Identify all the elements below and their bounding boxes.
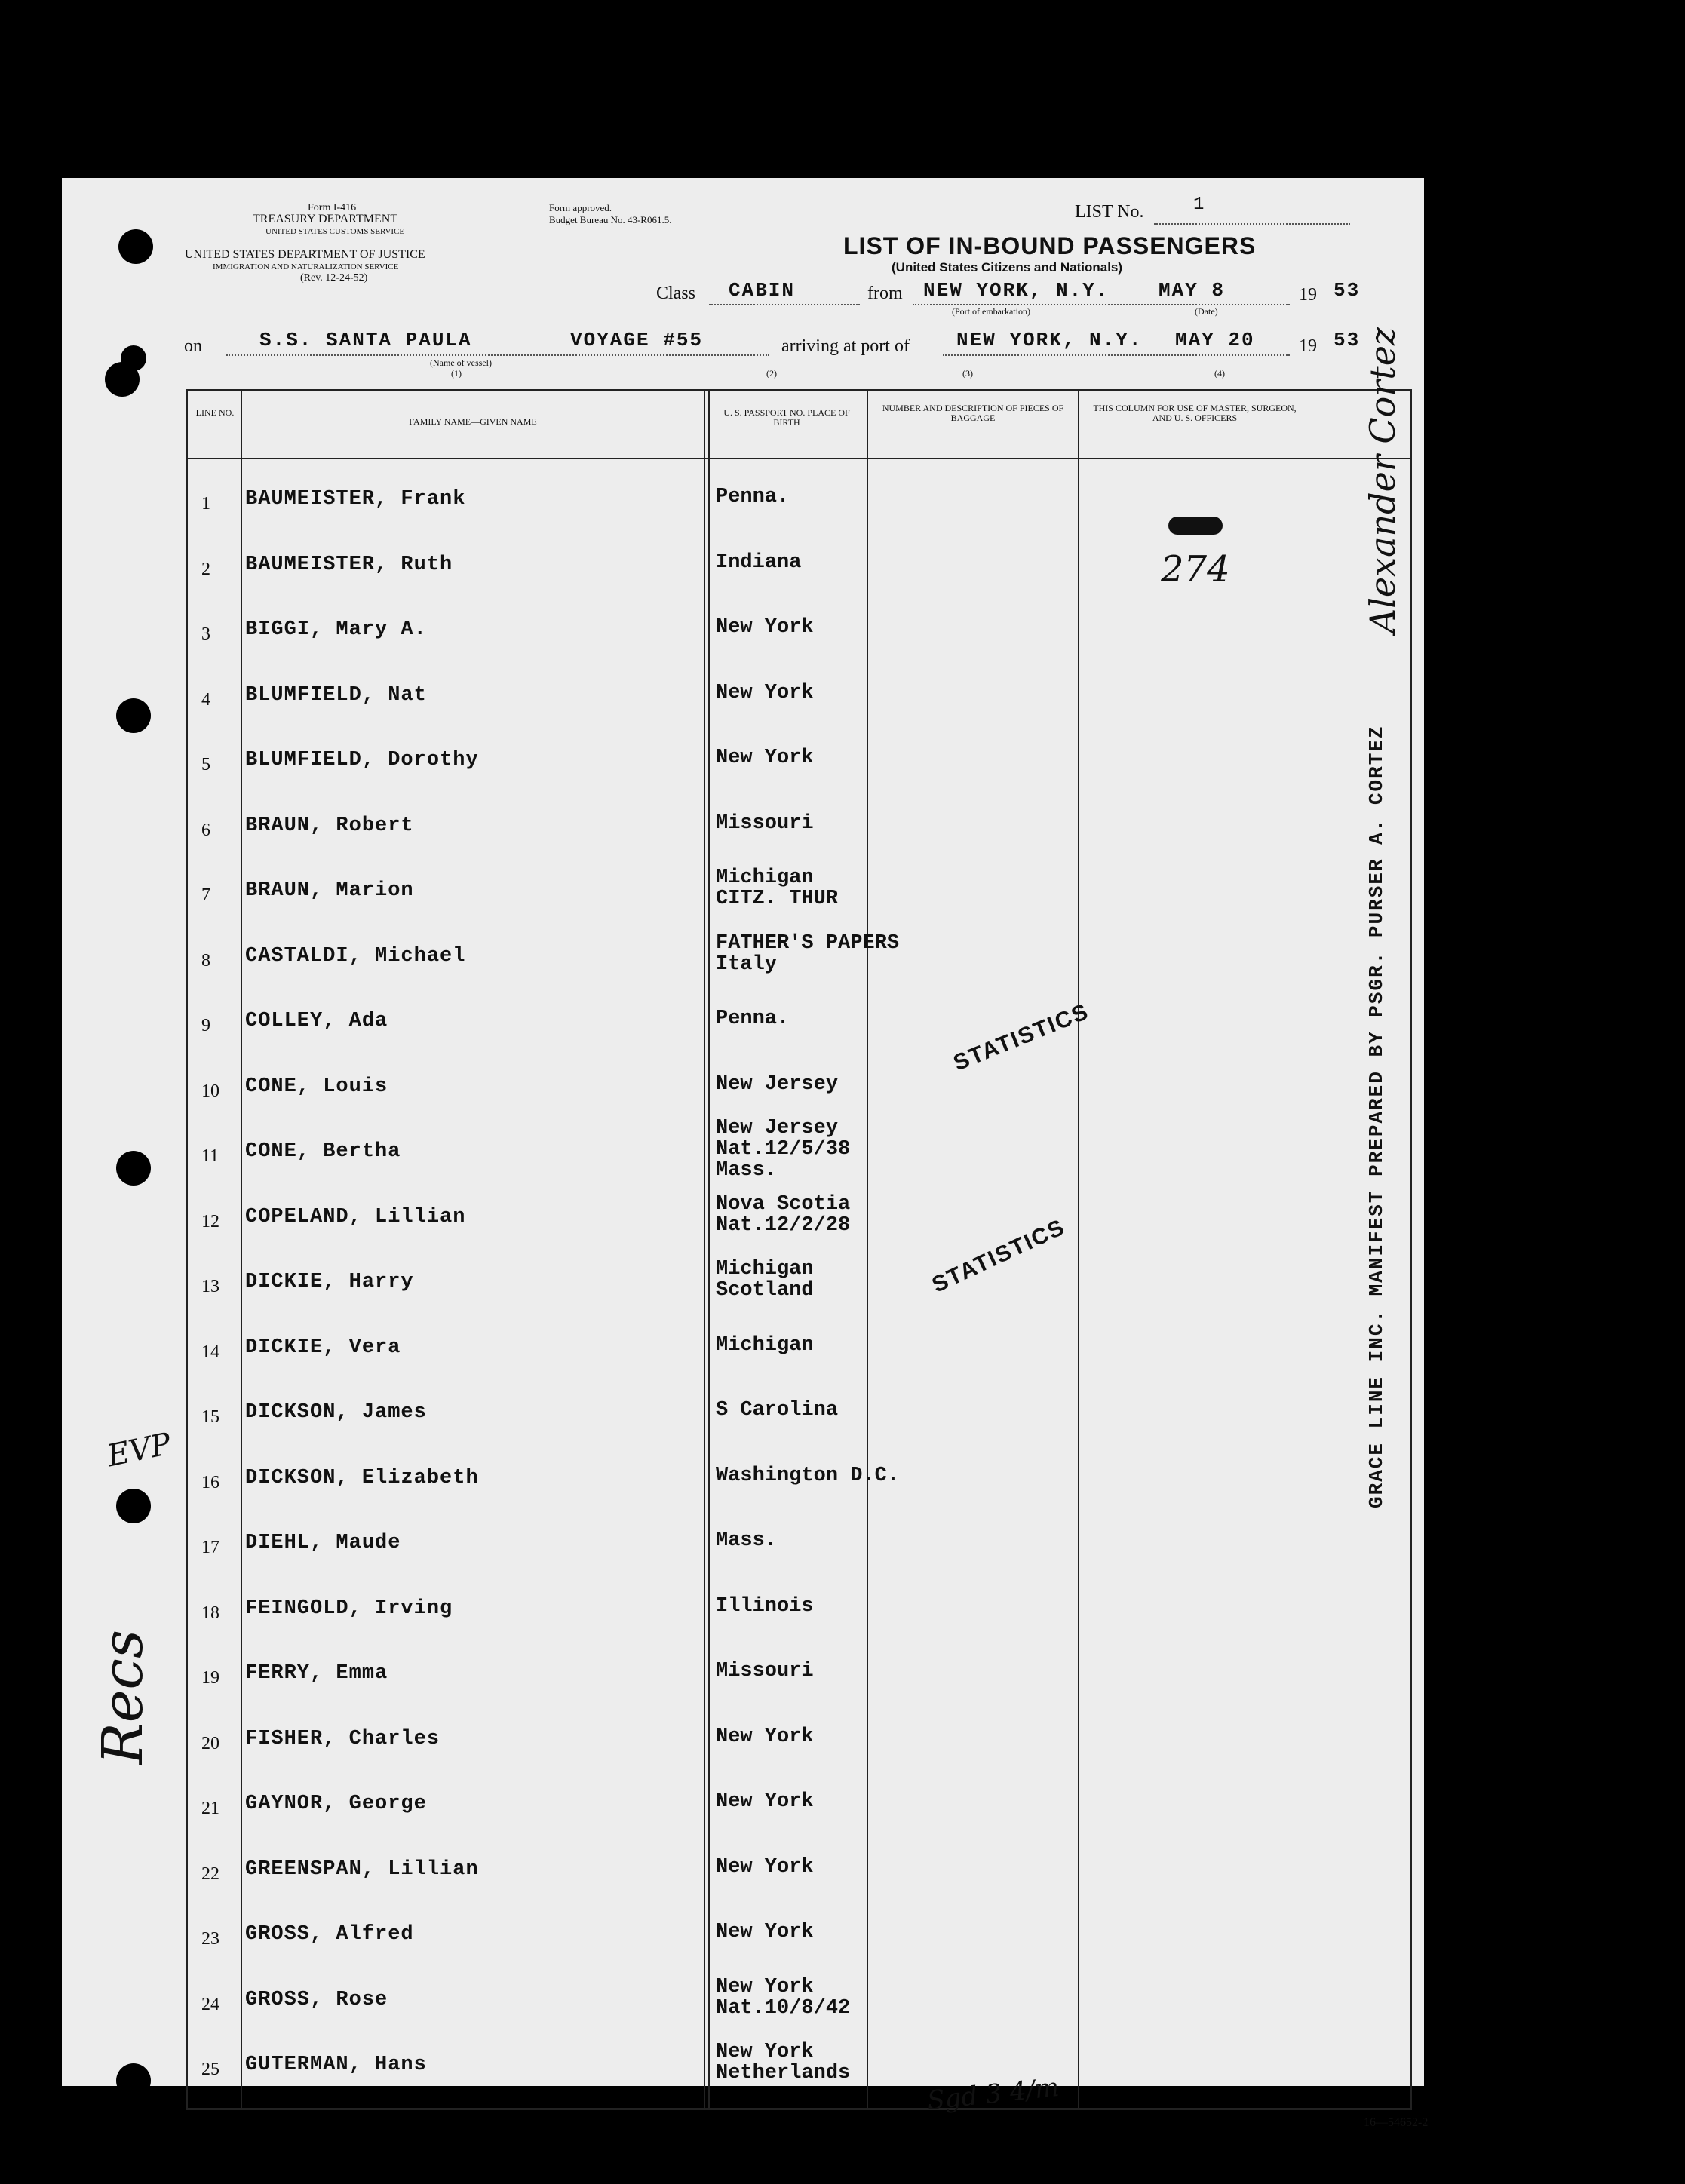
- place-of-birth: Washington D.C.: [716, 1464, 900, 1487]
- caption-3: (3): [962, 368, 973, 379]
- line-number: 12: [201, 1211, 219, 1232]
- margin-initial: EVP: [104, 1426, 174, 1474]
- place-of-birth: Nova Scotia Nat.12/2/28: [716, 1192, 851, 1237]
- passenger-name: DICKSON, Elizabeth: [245, 1466, 479, 1489]
- place-of-birth: New York: [716, 616, 814, 639]
- passenger-name: GROSS, Rose: [245, 1988, 388, 2011]
- passenger-name: GROSS, Alfred: [245, 1923, 414, 1946]
- header-name: FAMILY NAME—GIVEN NAME: [409, 416, 537, 427]
- table-row: [188, 1893, 1414, 1959]
- passenger-name: BIGGI, Mary A.: [245, 618, 427, 641]
- caption-4: (4): [1214, 368, 1225, 379]
- passenger-name: BRAUN, Robert: [245, 814, 414, 837]
- table-row: [188, 1632, 1414, 1698]
- arriving-label: arriving at port of: [781, 336, 910, 356]
- punch-hole: [121, 345, 146, 371]
- punch-hole: [126, 2071, 149, 2090]
- place-of-birth: New York: [716, 747, 814, 769]
- place-of-birth: New Jersey Nat.12/5/38 Mass.: [716, 1117, 851, 1182]
- from-label: from: [867, 284, 903, 303]
- table-row: [188, 980, 1414, 1045]
- embarkation-year: 53: [1334, 279, 1361, 302]
- line-number: 7: [201, 885, 210, 905]
- line-number: 4: [201, 689, 210, 710]
- passenger-name: FERRY, Emma: [245, 1662, 388, 1685]
- table-row: [188, 1437, 1414, 1502]
- line-number: 6: [201, 820, 210, 840]
- place-of-birth: New York: [716, 1855, 814, 1879]
- passenger-name: CASTALDI, Michael: [245, 944, 466, 968]
- list-no-line: [1154, 223, 1350, 225]
- passenger-name: DICKIE, Harry: [245, 1271, 414, 1293]
- table-row: [188, 1762, 1414, 1828]
- redaction-mark: [1168, 517, 1223, 535]
- form-approved: Form approved.: [549, 202, 612, 213]
- form-number: Form I-416: [308, 202, 357, 213]
- place-of-birth: Michigan Scotland: [716, 1258, 814, 1302]
- line-number: 11: [201, 1146, 219, 1166]
- vessel-caption: (Name of vessel): [430, 357, 492, 368]
- punch-hole: [118, 229, 153, 264]
- passenger-name: DIEHL, Maude: [245, 1532, 401, 1554]
- line-number: 17: [201, 1538, 219, 1557]
- line-number: 15: [201, 1407, 219, 1427]
- class-value: CABIN: [729, 279, 796, 302]
- table-row: [188, 1371, 1414, 1437]
- place-of-birth: S Carolina: [716, 1399, 839, 1422]
- table-row: [188, 849, 1414, 915]
- class-label: Class: [656, 284, 696, 303]
- line-number: 13: [201, 1277, 219, 1296]
- margin-note: Recs: [91, 1630, 155, 1765]
- passenger-name: CONE, Louis: [245, 1075, 388, 1098]
- footer-code: 16—54652-2: [1364, 2116, 1429, 2129]
- passenger-name: CONE, Bertha: [245, 1140, 401, 1163]
- arrival-year-prefix: 19: [1299, 336, 1317, 356]
- passenger-name: FISHER, Charles: [245, 1727, 440, 1750]
- place-of-birth: New York: [716, 1921, 814, 1943]
- line-number: 21: [201, 1799, 219, 1818]
- passenger-name: GAYNOR, George: [245, 1793, 427, 1815]
- place-of-birth: Michigan CITZ. THUR: [716, 867, 839, 910]
- vessel-name: S.S. SANTA PAULA: [259, 329, 472, 351]
- place-of-birth: Indiana: [716, 551, 802, 574]
- passenger-name: BRAUN, Marion: [245, 879, 414, 902]
- place-of-birth: New York: [716, 1790, 814, 1813]
- place-of-birth: New York Netherlands: [716, 2041, 851, 2084]
- passenger-name: GUTERMAN, Hans: [245, 2054, 427, 2076]
- table-row: [188, 1241, 1414, 1306]
- passenger-name: BLUMFIELD, Dorothy: [245, 749, 479, 771]
- treasury-dept: TREASURY DEPARTMENT: [253, 213, 398, 225]
- line-number: 19: [201, 1668, 219, 1688]
- table-row: [188, 1828, 1414, 1894]
- arrival-date: MAY 20: [1175, 329, 1255, 351]
- place-of-birth: Michigan: [716, 1333, 814, 1357]
- place-of-birth: Penna.: [716, 1008, 790, 1030]
- officer-number: 274: [1161, 548, 1230, 590]
- table-row: [188, 654, 1414, 719]
- table-row: [188, 1502, 1414, 1567]
- justice-dept: UNITED STATES DEPARTMENT OF JUSTICE: [185, 248, 425, 261]
- passenger-name: COPELAND, Lillian: [245, 1205, 466, 1228]
- customs-service: UNITED STATES CUSTOMS SERVICE: [265, 227, 405, 236]
- statistics-stamp: STATISTICS: [950, 998, 1093, 1076]
- table-row: [188, 719, 1414, 784]
- header-passport: U. S. PASSPORT NO. PLACE OF BIRTH: [723, 407, 850, 428]
- place-of-birth: Penna.: [716, 486, 790, 508]
- embarkation-port: NEW YORK, N.Y.: [923, 279, 1110, 302]
- caption-2: (2): [766, 368, 777, 379]
- passenger-table: [186, 389, 1412, 2117]
- punch-hole: [116, 1489, 151, 1523]
- passenger-name: DICKIE, Vera: [245, 1336, 401, 1359]
- place-of-birth: New York Nat.10/8/42: [716, 1975, 851, 2020]
- passenger-name: FEINGOLD, Irving: [245, 1597, 453, 1620]
- side-stamp: GRACE LINE INC. MANIFEST PREPARED BY PSGR. PURSER A. CORTEZ: [1365, 725, 1388, 1508]
- ins: IMMIGRATION AND NATURALIZATION SERVICE: [213, 262, 399, 271]
- passenger-name: DICKSON, James: [245, 1401, 427, 1424]
- line-number: 1: [201, 494, 210, 514]
- line-number: 3: [201, 624, 210, 644]
- passenger-name: GREENSPAN, Lillian: [245, 1857, 479, 1881]
- embarkation-date: MAY 8: [1159, 279, 1226, 302]
- header-baggage: NUMBER AND DESCRIPTION OF PIECES OF BAGGAGE: [882, 403, 1064, 423]
- punch-hole: [116, 698, 151, 733]
- place-of-birth: FATHER'S PAPERS Italy: [716, 931, 900, 976]
- passenger-name: BLUMFIELD, Nat: [245, 683, 427, 707]
- line-number: 2: [201, 559, 210, 579]
- passenger-name: COLLEY, Ada: [245, 1010, 388, 1032]
- header-line-no: LINE NO.: [195, 407, 235, 418]
- date-caption: (Date): [1195, 306, 1218, 317]
- arrival-year: 53: [1334, 329, 1361, 351]
- footer-scrawl: Sgd 3 4/m: [925, 2072, 1061, 2117]
- line-number: 5: [201, 755, 210, 775]
- line-number: 25: [201, 2060, 219, 2079]
- signature: Alexander Cortez: [1362, 327, 1403, 633]
- line-number: 8: [201, 950, 210, 971]
- table-row: [188, 1567, 1414, 1633]
- port-embarkation-caption: (Port of embarkation): [952, 306, 1030, 317]
- list-no-label: LIST No.: [1075, 202, 1144, 222]
- passenger-name: BAUMEISTER, Ruth: [245, 553, 453, 576]
- statistics-stamp: STATISTICS: [928, 1214, 1070, 1298]
- table-row: [188, 523, 1414, 589]
- line-number: 24: [201, 1994, 219, 2014]
- from-line: [913, 304, 1290, 305]
- line-number: 9: [201, 1016, 210, 1035]
- place-of-birth: New York: [716, 681, 814, 704]
- place-of-birth: New Jersey: [716, 1072, 839, 1096]
- table-row: [188, 784, 1414, 850]
- list-no-value: 1: [1193, 195, 1205, 215]
- caption-1: (1): [451, 368, 462, 379]
- line-number: 16: [201, 1472, 219, 1492]
- table-row: [188, 588, 1414, 654]
- line-number: 20: [201, 1733, 219, 1753]
- class-line: [709, 304, 860, 305]
- passenger-name: BAUMEISTER, Frank: [245, 488, 466, 511]
- year-prefix: 19: [1299, 285, 1317, 305]
- table-row: [188, 458, 1414, 523]
- line-number: 23: [201, 1929, 219, 1949]
- table-row: [188, 1306, 1414, 1372]
- place-of-birth: Missouri: [716, 1660, 814, 1682]
- line-number: 22: [201, 1863, 219, 1884]
- place-of-birth: Missouri: [716, 811, 814, 835]
- punch-hole: [116, 1151, 151, 1186]
- rev-date: (Rev. 12-24-52): [300, 272, 368, 284]
- on-label: on: [184, 336, 202, 356]
- arrival-port: NEW YORK, N.Y.: [956, 329, 1143, 351]
- table-row: [188, 915, 1414, 980]
- manifest-title: LIST OF IN-BOUND PASSENGERS: [843, 232, 1257, 259]
- place-of-birth: Illinois: [716, 1594, 814, 1618]
- table-row: [188, 1698, 1414, 1763]
- voyage-number: VOYAGE #55: [570, 329, 704, 351]
- table-row: [188, 1959, 1414, 2024]
- place-of-birth: Mass.: [716, 1529, 778, 1552]
- table-row: [188, 1110, 1414, 1182]
- line-number: 10: [201, 1081, 219, 1101]
- vessel-line: [226, 354, 769, 356]
- line-number: 14: [201, 1342, 219, 1362]
- header-officers: THIS COLUMN FOR USE OF MASTER, SURGEON, AND U. S. OFFICERS: [1093, 403, 1297, 423]
- arrival-line: [943, 354, 1290, 356]
- place-of-birth: New York: [716, 1725, 814, 1748]
- table-row: [188, 1176, 1414, 1241]
- line-number: 18: [201, 1603, 219, 1623]
- table-row: [188, 1045, 1414, 1111]
- budget-bureau: Budget Bureau No. 43-R061.5.: [549, 214, 672, 225]
- manifest-subtitle: (United States Citizens and Nationals): [892, 260, 1123, 275]
- table-row: [188, 2023, 1414, 2089]
